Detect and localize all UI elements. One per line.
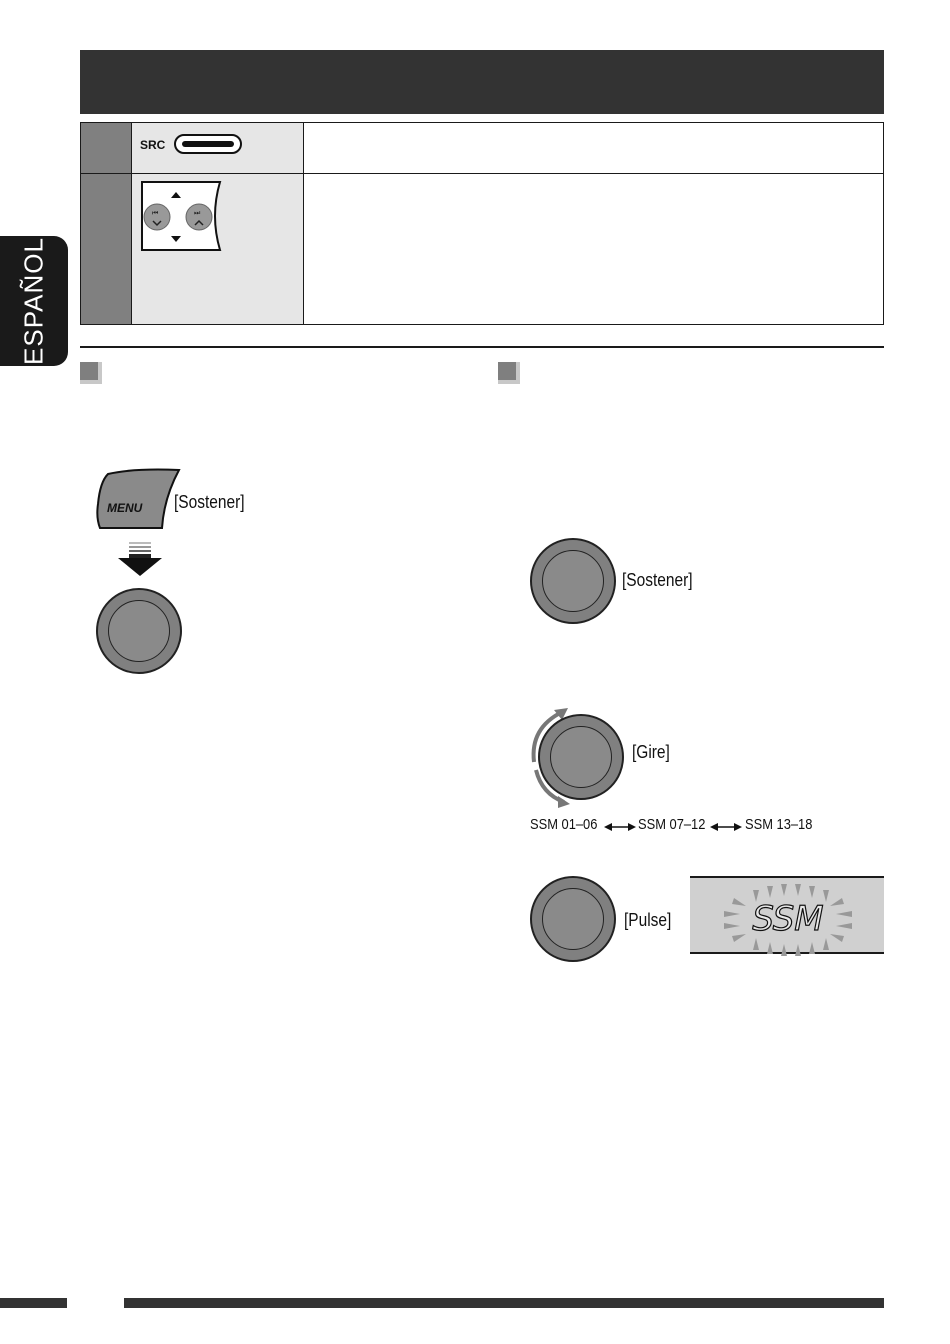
ssm-sequence	[530, 816, 850, 838]
ssm-range-3: SSM 13–18	[745, 816, 813, 833]
double-arrow-icon	[710, 822, 742, 832]
language-tab-label: ESPAÑOL	[18, 237, 49, 365]
step-cell	[81, 174, 132, 325]
svg-text:⏭: ⏭	[194, 209, 201, 217]
flashing-rays-icon	[690, 876, 884, 972]
src-button-icon	[132, 123, 303, 168]
control-dial-icon	[530, 876, 616, 962]
double-arrow-icon	[604, 822, 636, 832]
dial-rotate-caption: [Gire]	[632, 742, 670, 762]
svg-text:⏮: ⏮	[152, 209, 159, 217]
seek-buttons-icon	[132, 174, 303, 319]
footer-bar-left	[0, 1298, 67, 1308]
section-divider	[80, 346, 884, 348]
table-row	[81, 174, 884, 325]
seek-icon-cell	[132, 174, 304, 325]
menu-button-icon	[94, 468, 184, 530]
header-bar	[80, 50, 884, 114]
ssm-range-1: SSM 01–06	[530, 816, 598, 833]
lcd-ssm-text: SSM	[752, 899, 824, 939]
menu-button-label: MENU	[107, 501, 143, 515]
section-marker-left	[80, 362, 102, 384]
footer-bar-right	[124, 1298, 884, 1308]
control-dial-icon	[96, 588, 182, 674]
control-dial-icon	[530, 538, 616, 624]
menu-action-caption: [Sostener]	[174, 492, 245, 512]
dial-press-caption: [Pulse]	[624, 910, 672, 930]
src-icon-cell	[132, 123, 304, 174]
step-cell	[81, 123, 132, 174]
ssm-range-2: SSM 07–12	[638, 816, 706, 833]
dial-hold-caption: [Sostener]	[622, 570, 693, 590]
table-row	[81, 123, 884, 174]
section-marker-right	[498, 362, 520, 384]
description-cell	[304, 123, 884, 174]
down-arrow-icon	[118, 540, 164, 578]
src-label: SRC	[140, 138, 166, 152]
control-dial-icon	[538, 714, 624, 800]
controls-table	[80, 122, 884, 325]
description-cell	[304, 174, 884, 325]
language-tab	[0, 236, 68, 366]
